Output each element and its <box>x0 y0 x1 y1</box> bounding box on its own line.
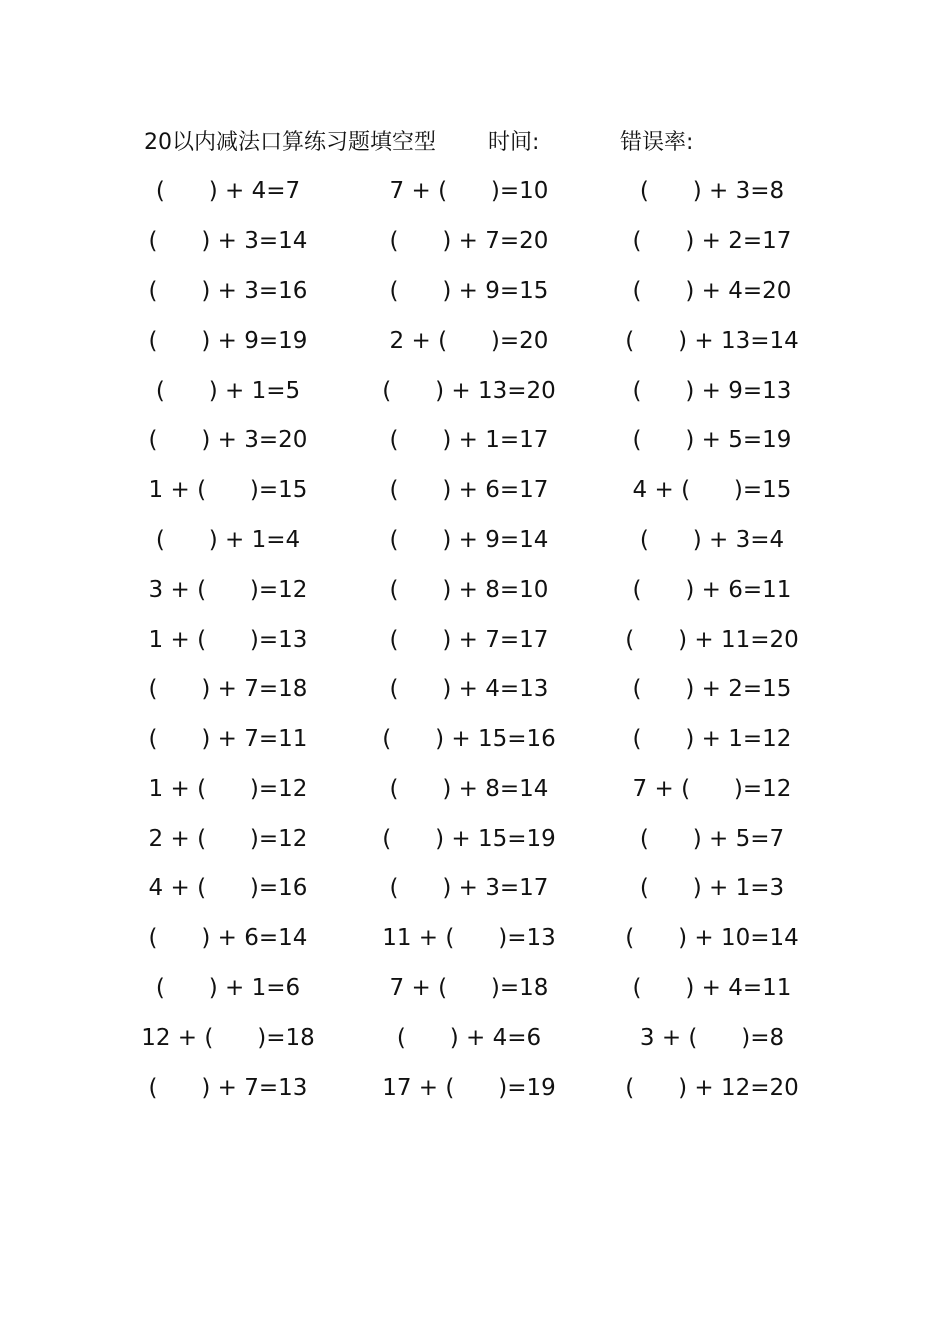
problem: ( ) + 1=5 <box>155 378 301 404</box>
problem: ( ) + 7=18 <box>148 676 308 702</box>
problem-row <box>0 722 950 756</box>
problem: 4 + ( )=15 <box>632 477 792 503</box>
problem-row <box>0 871 950 905</box>
problem: ( ) + 7=17 <box>389 627 549 653</box>
problem: ( ) + 8=10 <box>389 577 549 603</box>
problem-row <box>0 971 950 1005</box>
worksheet-title: 20以内减法口算练习题填空型 <box>144 130 436 155</box>
problem: ( ) + 15=16 <box>382 726 556 752</box>
problem: ( ) + 6=11 <box>632 577 792 603</box>
problem: 7 + ( )=10 <box>389 178 549 204</box>
problem: ( ) + 8=14 <box>389 776 549 802</box>
worksheet-header <box>0 126 950 160</box>
problem: 4 + ( )=16 <box>148 875 308 901</box>
problem: ( ) + 7=20 <box>389 228 549 254</box>
problem: ( ) + 1=17 <box>389 427 549 453</box>
error-rate-label: 错误率: <box>620 130 694 155</box>
problem-row <box>0 224 950 258</box>
problem: ( ) + 2=17 <box>632 228 792 254</box>
problem: ( ) + 9=14 <box>389 527 549 553</box>
problem: 12 + ( )=18 <box>141 1025 315 1051</box>
problem: ( ) + 4=11 <box>632 975 792 1001</box>
problem: 2 + ( )=20 <box>389 328 549 354</box>
problem-row <box>0 1071 950 1105</box>
problem: 1 + ( )=13 <box>148 627 308 653</box>
problem: ( ) + 13=14 <box>625 328 799 354</box>
problem-row <box>0 921 950 955</box>
problem: ( ) + 1=6 <box>155 975 301 1001</box>
time-label: 时间: <box>488 130 540 155</box>
problem: 1 + ( )=12 <box>148 776 308 802</box>
problem: 2 + ( )=12 <box>148 826 308 852</box>
problem: 3 + ( )=8 <box>639 1025 785 1051</box>
problem-row <box>0 274 950 308</box>
problem-row <box>0 822 950 856</box>
problem: ( ) + 9=15 <box>389 278 549 304</box>
problem: ( ) + 6=17 <box>389 477 549 503</box>
problem: 17 + ( )=19 <box>382 1075 556 1101</box>
problem-row <box>0 1021 950 1055</box>
problem: ( ) + 3=14 <box>148 228 308 254</box>
problem: ( ) + 11=20 <box>625 627 799 653</box>
problem: ( ) + 3=4 <box>639 527 785 553</box>
problem-row <box>0 772 950 806</box>
problem: ( ) + 4=7 <box>155 178 301 204</box>
problem-row <box>0 672 950 706</box>
problem: ( ) + 5=19 <box>632 427 792 453</box>
problem: ( ) + 12=20 <box>625 1075 799 1101</box>
problem: ( ) + 13=20 <box>382 378 556 404</box>
problem-row <box>0 623 950 657</box>
problem: ( ) + 1=4 <box>155 527 301 553</box>
problem-row <box>0 324 950 358</box>
problem: 7 + ( )=18 <box>389 975 549 1001</box>
problem-row <box>0 374 950 408</box>
problem-row <box>0 523 950 557</box>
problem: ( ) + 5=7 <box>639 826 785 852</box>
problem: ( ) + 10=14 <box>625 925 799 951</box>
problem-row <box>0 174 950 208</box>
problem: ( ) + 3=17 <box>389 875 549 901</box>
problem-row <box>0 573 950 607</box>
problem-row <box>0 423 950 457</box>
problem: ( ) + 1=12 <box>632 726 792 752</box>
problem: ( ) + 7=11 <box>148 726 308 752</box>
problem: 3 + ( )=12 <box>148 577 308 603</box>
problem: ( ) + 4=20 <box>632 278 792 304</box>
problem: ( ) + 7=13 <box>148 1075 308 1101</box>
problem: ( ) + 15=19 <box>382 826 556 852</box>
problem: ( ) + 4=6 <box>396 1025 542 1051</box>
problem: 11 + ( )=13 <box>382 925 556 951</box>
problem: 7 + ( )=12 <box>632 776 792 802</box>
problem: ( ) + 3=16 <box>148 278 308 304</box>
problem: ( ) + 9=19 <box>148 328 308 354</box>
problem: ( ) + 1=3 <box>639 875 785 901</box>
problem: ( ) + 3=8 <box>639 178 785 204</box>
problem: 1 + ( )=15 <box>148 477 308 503</box>
problem: ( ) + 9=13 <box>632 378 792 404</box>
problem: ( ) + 2=15 <box>632 676 792 702</box>
problem: ( ) + 3=20 <box>148 427 308 453</box>
problem: ( ) + 4=13 <box>389 676 549 702</box>
problem-row <box>0 473 950 507</box>
problem: ( ) + 6=14 <box>148 925 308 951</box>
